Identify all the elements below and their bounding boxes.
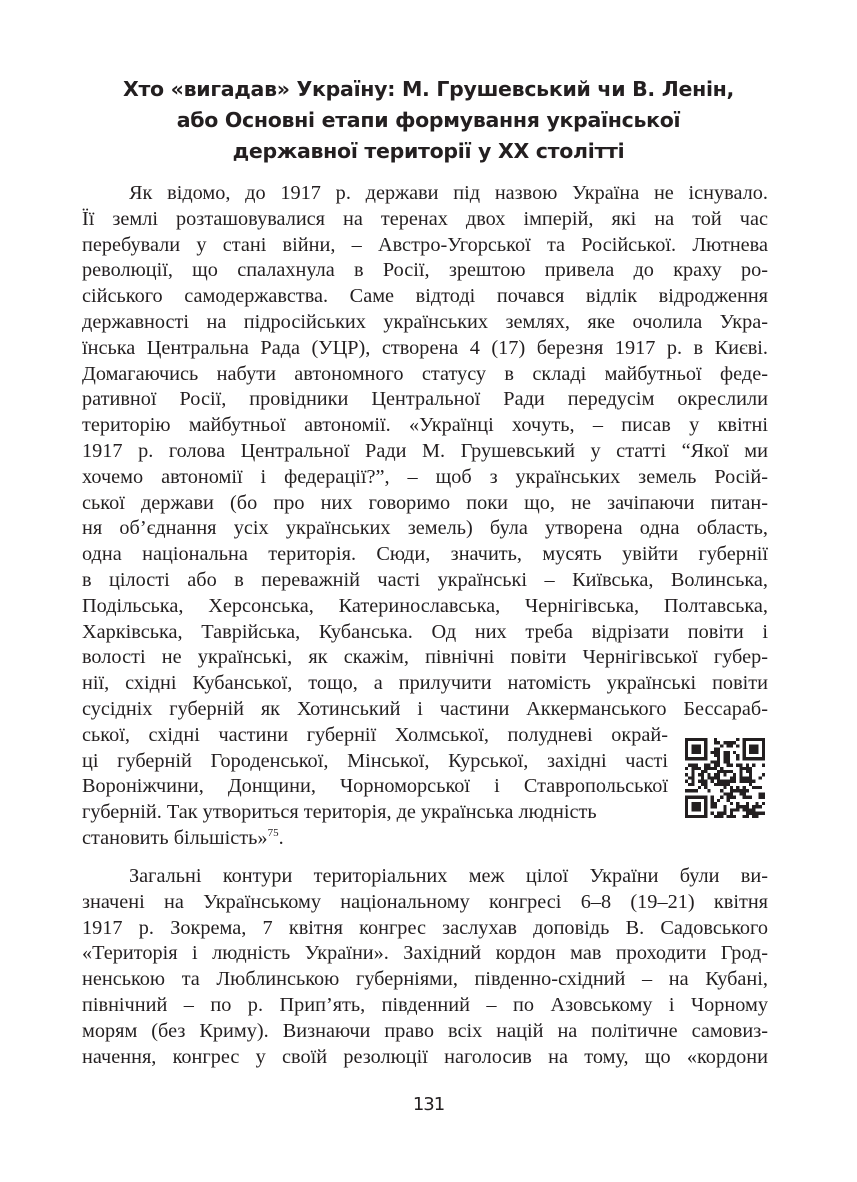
- text-line: [82, 967, 768, 993]
- line-text: «Територія і людність України». Західний кордон мав проходити Грод-: [82, 942, 768, 965]
- line-text: ці губерній Городенської, Мінської, Курської, західні часті: [82, 749, 668, 772]
- chapter-title: [60, 74, 797, 167]
- text-line: [82, 465, 768, 491]
- line-text: Її землі розташовувалися на теренах двох імперій, які на той час: [82, 207, 768, 230]
- text-line: [82, 542, 768, 568]
- line-text: значені на Українському національному конгресі 6–8 (19–21) квітня: [82, 890, 768, 913]
- line-text: ративної Росії, провідники Центральної Ради передусім окреслили: [82, 388, 768, 411]
- text-line: [82, 594, 768, 620]
- line-text: Загальні контури територіальних меж цілої України були ви-: [129, 865, 768, 887]
- title-line: державної території у XX столітті: [232, 139, 625, 163]
- title-line: Хто «вигадав» Україну: М. Грушевський чи В. Ленін,: [122, 77, 735, 101]
- line-text: сійського самодержавства. Саме відтоді почався відлік відродження: [82, 285, 768, 308]
- line-text: ненською та Люблинською губерніями, південно-східний – на Кубані,: [82, 968, 768, 991]
- text-line: [82, 1019, 768, 1045]
- text-line: [82, 207, 768, 233]
- text-line: [82, 993, 768, 1019]
- text-line: [82, 864, 768, 890]
- line-text: в цілості або в переважній часті українські – Київська, Волинська,: [82, 568, 768, 591]
- line-text: Подільська, Херсонська, Катеринославська, Чернігівська, Полтавська,: [82, 594, 768, 617]
- line-text: ської, східні частини губернії Холмської, полудневі окрай-: [82, 723, 668, 746]
- line-text: сусідніх губерній як Хотинський і частини Аккерманського Бессараб-: [82, 697, 768, 720]
- line-text: Як відомо, до 1917 р. держави під назвою Україна не існувало.: [129, 182, 768, 204]
- line-text: 1917 р. голова Центральної Ради М. Грушевський у статті “Якої ми: [82, 439, 768, 462]
- line-text: Домагаючись набути автономного статусу в складі майбутньої феде-: [82, 362, 768, 385]
- line-text: одна національна територія. Сюди, значить, мусять увійти губернії: [82, 543, 768, 566]
- text-line: [82, 723, 668, 749]
- line-text: начення, конгрес у своїй резолюції наголосив на тому, що «кордони: [82, 1045, 768, 1068]
- line-text: волості не українські, як скажім, північні повіти Чернігівської губер-: [82, 646, 768, 669]
- line-text: північний – по р. Прип’ять, південний – по Азовському і Чорному: [82, 993, 768, 1016]
- line-text: Харківська, Таврійська, Кубанська. Од них треба відрізати повіти і: [82, 620, 768, 643]
- text-line: [82, 916, 768, 942]
- text-line: [82, 491, 768, 517]
- text-line: [82, 749, 668, 775]
- text-line: [82, 413, 768, 439]
- text-line: [82, 1045, 768, 1071]
- text-line: [82, 620, 768, 646]
- line-text: революції, що спалахнула в Росії, зрештою привела до краху ро-: [82, 259, 768, 282]
- text-line: [82, 826, 768, 852]
- text-line: [82, 362, 768, 388]
- text-line: [82, 800, 668, 826]
- line-text: територію майбутньої автономії. «Українці хочуть, – писав у квітні: [82, 414, 768, 437]
- page-number: 131: [412, 1094, 445, 1115]
- text-line: [82, 774, 668, 800]
- line-text: нії, східні Кубанської, тощо, а прилучити натомість українські повіти: [82, 672, 768, 695]
- line-text: ня об’єднання усіх українських земель) була утворена одна область,: [82, 517, 768, 540]
- text-line: [82, 310, 768, 336]
- line-text: 1917 р. Зокрема, 7 квітня конгрес заслухав доповідь В. Садовського: [82, 916, 768, 939]
- line-text: Вороніжчини, Донщини, Чорноморської і Ставропольської: [82, 775, 668, 798]
- text-line: [82, 439, 768, 465]
- title-line: або Основні етапи формування української: [176, 108, 681, 132]
- text-line: [82, 568, 768, 594]
- text-line: [82, 941, 768, 967]
- line-text: хочемо автономії і федерації?”, – щоб з українських земель Росій-: [82, 465, 768, 488]
- footnote-ref[interactable]: 75: [267, 826, 279, 839]
- paragraph-1: [82, 181, 768, 852]
- line-text: морям (без Криму). Визнаючи право всіх націй на політичне самовиз-: [82, 1019, 768, 1042]
- end-punct: .: [278, 826, 284, 849]
- line-text: перебували у стані війни, – Австро-Угорської та Російської. Лютнева: [82, 233, 768, 256]
- text-line: [82, 890, 768, 916]
- text-line: [82, 181, 768, 207]
- text-line: [82, 336, 768, 362]
- qr-code-icon[interactable]: [684, 738, 766, 818]
- line-text: ської держави (бо про них говоримо поки що, не зачіпаючи питан-: [82, 491, 768, 514]
- text-line: [82, 284, 768, 310]
- text-line: [82, 258, 768, 284]
- paragraph-2: [82, 864, 768, 1070]
- line-text: їнська Центральна Рада (УЦР), створена 4 (17) березня 1917 р. в Києві.: [82, 336, 768, 359]
- line-text: державності на підросійських українських землях, яке очолила Укра-: [82, 310, 768, 333]
- text-line: [82, 645, 768, 671]
- line-text: становить більшість»: [82, 826, 268, 849]
- text-line: [82, 516, 768, 542]
- text-line: [82, 387, 768, 413]
- text-line: [82, 671, 768, 697]
- text-line: [82, 233, 768, 259]
- line-text: губерній. Так утвориться територія, де українська людність: [82, 801, 597, 824]
- text-line: [82, 697, 768, 723]
